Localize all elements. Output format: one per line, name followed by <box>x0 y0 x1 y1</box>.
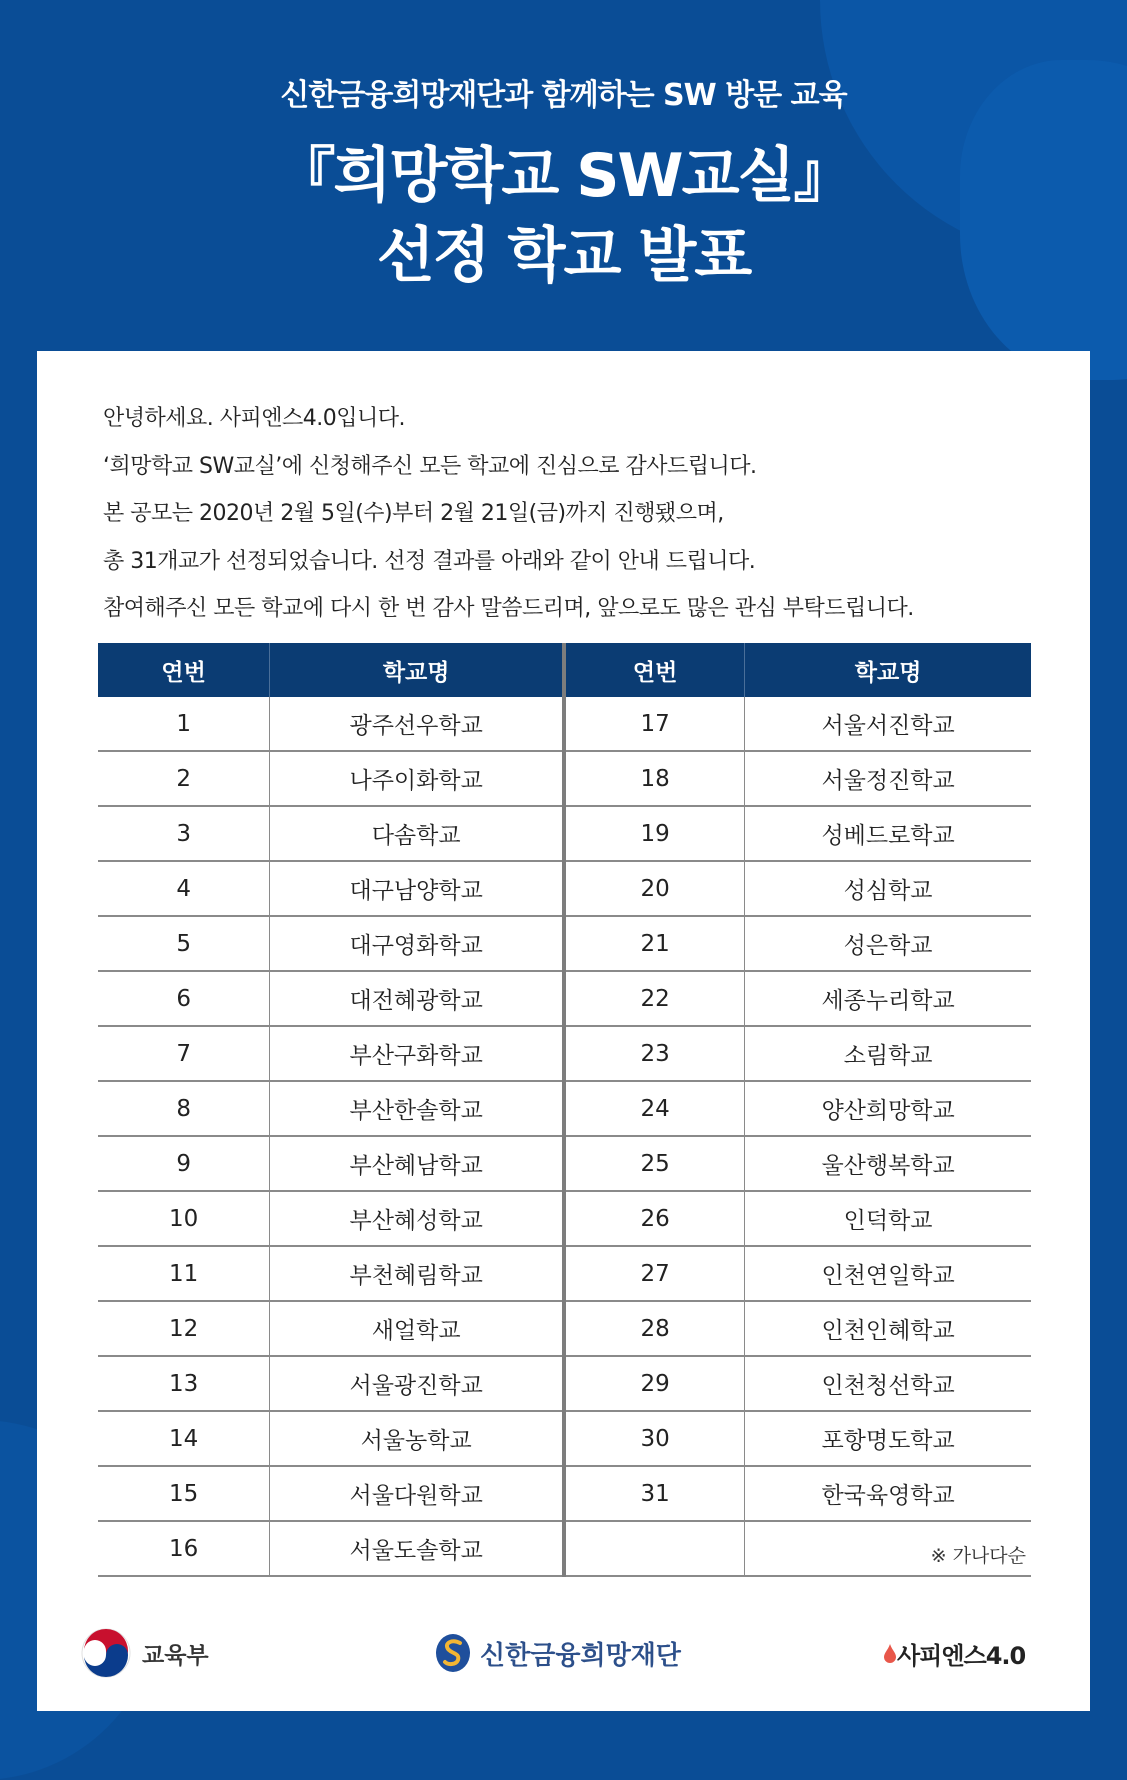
school-number: 3 <box>98 806 270 861</box>
school-name: 대전혜광학교 <box>270 971 564 1026</box>
school-name: 울산행복학교 <box>745 1136 1031 1191</box>
column-header-number: 연번 <box>98 643 270 697</box>
school-name: 대구영화학교 <box>270 916 564 971</box>
school-number: 23 <box>564 1026 745 1081</box>
school-number: 17 <box>564 697 745 751</box>
school-name: 서울광진학교 <box>270 1356 564 1411</box>
page-title <box>0 136 1127 296</box>
school-number: 6 <box>98 971 270 1026</box>
table-row <box>98 1411 1031 1466</box>
school-number: 8 <box>98 1081 270 1136</box>
school-name: 서울농학교 <box>270 1411 564 1466</box>
school-name: 부산구화학교 <box>270 1026 564 1081</box>
school-number: 26 <box>564 1191 745 1246</box>
school-number: 18 <box>564 751 745 806</box>
school-name: 세종누리학교 <box>745 971 1031 1026</box>
school-number: 9 <box>98 1136 270 1191</box>
school-name: 나주이화학교 <box>270 751 564 806</box>
intro-text <box>103 395 1043 633</box>
school-name: 서울정진학교 <box>745 751 1031 806</box>
school-number: 12 <box>98 1301 270 1356</box>
column-header-number: 연번 <box>564 643 745 697</box>
table-body <box>98 697 1031 1576</box>
school-name: 부산혜남학교 <box>270 1136 564 1191</box>
intro-line: 안녕하세요. 사피엔스4.0입니다. <box>103 406 405 431</box>
school-name: 한국육영학교 <box>745 1466 1031 1521</box>
school-name: 인덕학교 <box>745 1191 1031 1246</box>
announcement-card <box>37 351 1090 1711</box>
school-number: 2 <box>98 751 270 806</box>
school-number: 11 <box>98 1246 270 1301</box>
school-number: 15 <box>98 1466 270 1521</box>
school-number: 14 <box>98 1411 270 1466</box>
sapiens-drop-icon <box>883 1643 897 1663</box>
column-header-school: 학교명 <box>270 643 564 697</box>
school-name: 부산혜성학교 <box>270 1191 564 1246</box>
school-number: 10 <box>98 1191 270 1246</box>
school-number: 21 <box>564 916 745 971</box>
school-name: 포항명도학교 <box>745 1411 1031 1466</box>
school-name: 서울도솔학교 <box>270 1521 564 1576</box>
footer-logos <box>37 1623 1090 1683</box>
table-row <box>98 1136 1031 1191</box>
school-name: 인천연일학교 <box>745 1246 1031 1301</box>
school-number: 29 <box>564 1356 745 1411</box>
school-number: 27 <box>564 1246 745 1301</box>
shinhan-logo-text: 신한금융희망재단 <box>480 1640 681 1671</box>
shinhan-s-icon <box>434 1633 472 1673</box>
table-row <box>98 916 1031 971</box>
table-row <box>98 1026 1031 1081</box>
table-row <box>98 1191 1031 1246</box>
moe-logo <box>80 1623 209 1683</box>
school-name: 성은학교 <box>745 916 1031 971</box>
table-row <box>98 1301 1031 1356</box>
selected-schools-table <box>98 643 1031 1577</box>
moe-logo-text: 교육부 <box>142 1642 209 1669</box>
school-name: 성심학교 <box>745 861 1031 916</box>
school-number: 20 <box>564 861 745 916</box>
school-number: 24 <box>564 1081 745 1136</box>
school-name: 부천혜림학교 <box>270 1246 564 1301</box>
sapiens-logo-text: 사피엔스4.0 <box>897 1641 1026 1670</box>
school-name: 서울다원학교 <box>270 1466 564 1521</box>
table-row <box>98 1521 1031 1576</box>
school-name: 인천인혜학교 <box>745 1301 1031 1356</box>
school-name: 소림학교 <box>745 1026 1031 1081</box>
school-name: 인천청선학교 <box>745 1356 1031 1411</box>
school-number: 25 <box>564 1136 745 1191</box>
school-number: 19 <box>564 806 745 861</box>
intro-line: 총 31개교가 선정되었습니다. 선정 결과를 아래와 같이 안내 드립니다. <box>103 548 756 574</box>
school-name: 서울서진학교 <box>745 697 1031 751</box>
table-row <box>98 1356 1031 1411</box>
shinhan-logo <box>434 1623 681 1683</box>
table-row <box>98 1081 1031 1136</box>
page-title-line1: 『희망학교 SW교실』 <box>275 141 852 211</box>
page-title-line2: 선정 학교 발표 <box>376 221 751 291</box>
school-number: 30 <box>564 1411 745 1466</box>
school-name: 광주선우학교 <box>270 697 564 751</box>
school-name: 대구남양학교 <box>270 861 564 916</box>
table-row <box>98 861 1031 916</box>
table-row <box>98 806 1031 861</box>
sort-order-note: ※ 가나다순 <box>930 1545 1026 1567</box>
sapiens-logo <box>883 1623 1025 1683</box>
school-number: 13 <box>98 1356 270 1411</box>
page-header <box>0 70 1127 296</box>
table-row <box>98 1246 1031 1301</box>
table-header-row <box>98 643 1031 697</box>
school-name: 성베드로학교 <box>745 806 1031 861</box>
intro-line: ‘희망학교 SW교실’에 신청해주신 모든 학교에 진심으로 감사드립니다. <box>103 453 757 479</box>
taegeuk-icon <box>80 1627 132 1679</box>
school-number: 7 <box>98 1026 270 1081</box>
intro-line: 참여해주신 모든 학교에 다시 한 번 감사 말씀드리며, 앞으로도 많은 관심 부탁드립니다. <box>103 596 914 621</box>
school-number: 16 <box>98 1521 270 1576</box>
school-number: 4 <box>98 861 270 916</box>
school-number: 22 <box>564 971 745 1026</box>
school-number: 28 <box>564 1301 745 1356</box>
school-number: 31 <box>564 1466 745 1521</box>
school-name: 양산희망학교 <box>745 1081 1031 1136</box>
page-subtitle: 신한금융희망재단과 함께하는 SW 방문 교육 <box>280 78 847 113</box>
school-name: 다솜학교 <box>270 806 564 861</box>
intro-line: 본 공모는 2020년 2월 5일(수)부터 2월 21일(금)까지 진행됐으며, <box>103 501 724 526</box>
school-name: 새얼학교 <box>270 1301 564 1356</box>
school-name: 부산한솔학교 <box>270 1081 564 1136</box>
table-row <box>98 697 1031 751</box>
table-row <box>98 1466 1031 1521</box>
column-header-school: 학교명 <box>745 643 1031 697</box>
table-row <box>98 971 1031 1026</box>
school-number <box>564 1521 745 1576</box>
school-number: 5 <box>98 916 270 971</box>
table-row <box>98 751 1031 806</box>
school-number: 1 <box>98 697 270 751</box>
